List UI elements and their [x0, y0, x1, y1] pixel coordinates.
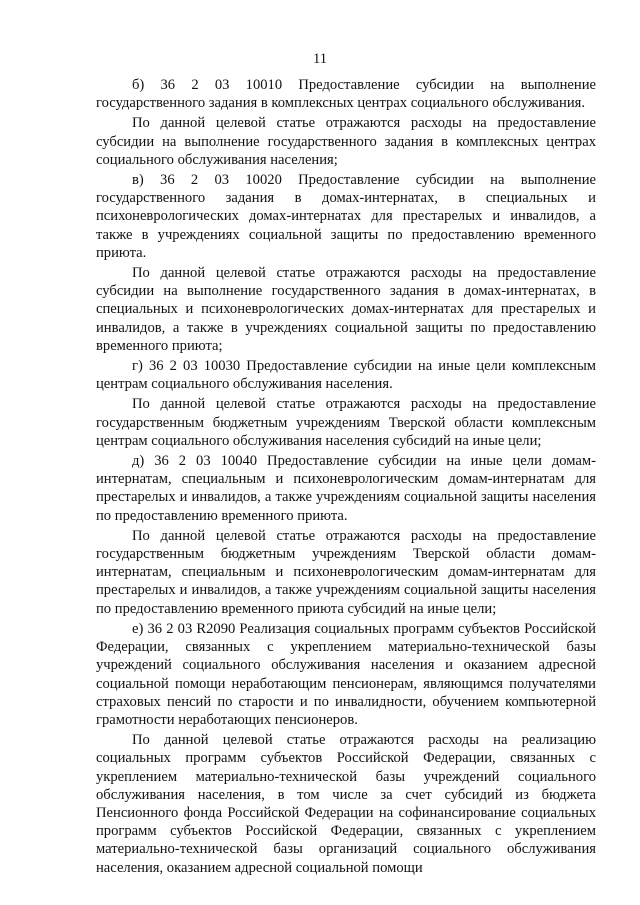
document-body — [96, 76, 596, 877]
page-number: 11 — [312, 51, 328, 67]
paragraph-item-g: г) 36 2 03 10030 Предоставление субсидии на иные цели комплексным центрам социального обслуживания населения. — [96, 358, 596, 393]
paragraph-description-g: По данной целевой статье отражаются расходы на предоставление государственным бюджетным учреждениям Тверской области комплексным центрам социального обслуживания населения субсидий на иные цели; — [96, 396, 596, 449]
paragraph-item-e: е) 36 2 03 R2090 Реализация социальных программ субъектов Российской Федерации, связанных с укреплением материально-технической базы учреждений социального обслуживания населения и оказанием адресной социальной помощи неработающим пенсионерам, являющимся получателями страховых пенсий по старости и по инвалидности, обучением компьютерной грамотности неработающих пенсионеров. — [96, 620, 596, 728]
paragraph-item-b: б) 36 2 03 10010 Предоставление субсидии на выполнение государственного задания в комплексных центрах социального обслуживания. — [96, 77, 596, 112]
paragraph-item-d: д) 36 2 03 10040 Предоставление субсидии на иные цели домам-интернатам, специальным и психоневрологическим домам-интернатам для престарелых и инвалидов, а также учреждениям социальной защиты населения по предоставлению временного приюта. — [96, 453, 596, 524]
paragraph-description-e: По данной целевой статье отражаются расходы на реализацию социальных программ субъектов Российской Федерации, связанных с укреплением материально-технической базы учреждений социального обслуживания населения, в том числе за счет субсидий из бюджета Пенсионного фонда Российской Федерации на софинансирование социальных программ субъектов Российской Федерации, связанных с укреплением материально-технической базы организаций социального обслуживания населения, оказанием адресной социальной помощи — [96, 732, 596, 876]
paragraph-description-d: По данной целевой статье отражаются расходы на предоставление государственным бюджетным учреждениям Тверской области домам-интернатам, специальным и психоневрологическим домам-интернатам для престарелых и инвалидов, а также учреждениям социальной защиты населения по предоставлению временного приюта субсидий на иные цели; — [96, 527, 596, 617]
paragraph-item-v: в) 36 2 03 10020 Предоставление субсидии на выполнение государственного задания в домах-интернатах, в специальных и психоневрологических домах-интернатах для престарелых и инвалидов, а также в учреждениях социальной защиты по предоставлению временного приюта. — [96, 172, 596, 261]
paragraph-description-v: По данной целевой статье отражаются расходы на предоставление субсидии на выполнение государственного задания в домах-интернатах, в специальных и психоневрологических домах-интернатах для престарелых и инвалидов, а также в учреждениях социальной защиты по предоставлению временного приюта; — [96, 265, 596, 354]
paragraph-description-b: По данной целевой статье отражаются расходы на предоставление субсидии на выполнение государственного задания в комплексных центрах социального обслуживания населения; — [96, 115, 596, 168]
